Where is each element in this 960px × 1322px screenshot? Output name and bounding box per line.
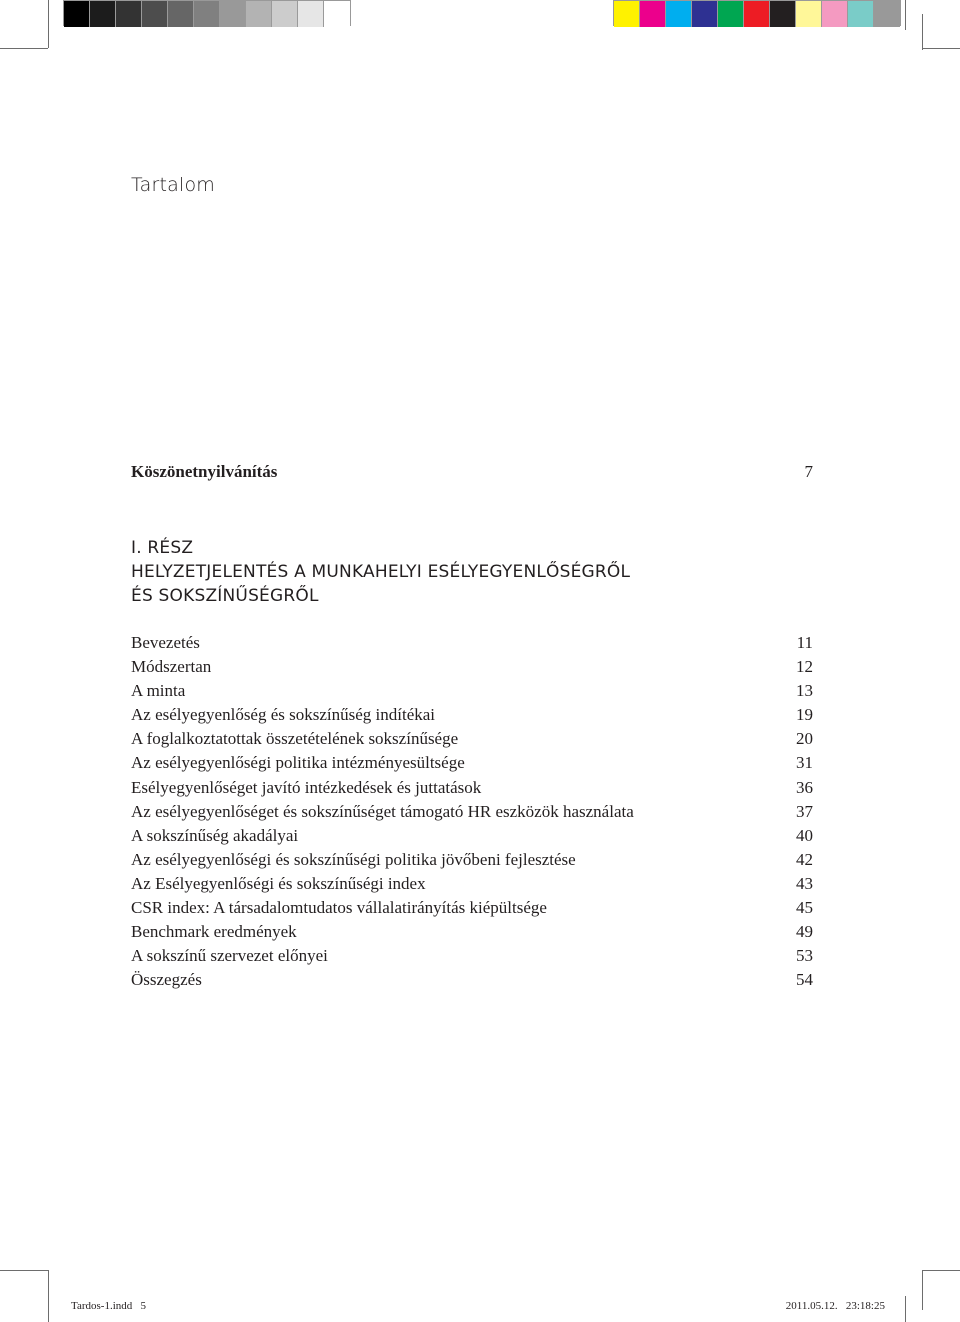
toc-entry-label: A minta [131,681,186,701]
color-swatch [298,1,324,27]
toc-entry [131,920,813,944]
part-number: I. RÉSZ [131,538,194,558]
color-swatch [666,1,692,27]
toc-entry-page: 11 [796,633,813,652]
color-swatch [168,1,194,27]
process-color-bar [613,0,901,26]
crop-mark-bottom-right-vertical [922,1270,923,1310]
toc-entry [131,848,813,872]
toc-entry [131,872,813,896]
color-swatch [246,1,272,27]
toc-entry-page: 19 [796,705,813,725]
crop-mark-bottom-left-vertical [48,1270,49,1322]
toc-entry-label: Összegzés [131,970,202,990]
page-title: Tartalom [131,174,216,196]
crop-mark-top-left-vertical [48,0,49,48]
toc-entry-page: 54 [796,970,813,990]
grayscale-color-bar [63,0,351,26]
color-swatch [692,1,718,27]
table-of-contents [131,631,813,992]
crop-mark-bottom-left-horizontal [0,1270,48,1271]
color-swatch [874,1,900,27]
toc-entry-page: 43 [796,873,813,893]
crop-mark-top-right-vertical-2 [922,14,923,50]
color-swatch [848,1,874,27]
toc-entry-label: Az esélyegyenlőség és sokszínűség indítékai [131,705,436,725]
toc-entry-label: Az esélyegyenlőségi és sokszínűségi politika jövőbeni fejlesztése [131,849,576,869]
toc-entry [131,800,813,824]
color-swatch [640,1,666,27]
toc-entry-page: 31 [796,753,813,773]
color-swatch [90,1,116,27]
crop-mark-top-left-horizontal [0,48,48,49]
toc-entry-page: 45 [796,898,813,918]
toc-entry [131,776,813,800]
toc-entry-label: Esélyegyenlőséget javító intézkedések és juttatások [131,777,482,797]
crop-mark-bottom-right-vertical-2 [905,1296,906,1322]
toc-entry-label: CSR index: A társadalomtudatos vállalatirányítás kiépültsége [131,898,547,918]
color-swatch [744,1,770,27]
color-swatch [324,1,350,27]
color-swatch [796,1,822,27]
toc-entry-label: A sokszínű szervezet előnyei [131,946,328,966]
part-heading [131,536,630,608]
color-swatch [614,1,640,27]
toc-acknowledgement-entry [131,462,813,482]
toc-entry-page: 49 [796,922,813,942]
toc-entry-page: 13 [796,681,813,701]
toc-entry-label: Az Esélyegyenlőségi és sokszínűségi index [131,873,426,893]
toc-entry-label: Az esélyegyenlőséget és sokszínűséget támogató HR eszközök használata [131,801,634,821]
color-swatch [64,1,90,27]
toc-entry-label: Köszönetnyilvánítás [131,462,278,481]
toc-entry [131,751,813,775]
toc-entry [131,944,813,968]
toc-entry [131,655,813,679]
part-title-line-1: HELYZETJELENTÉS A MUNKAHELYI ESÉLYEGYENLŐSÉGRŐL [131,562,631,582]
color-swatch [142,1,168,27]
color-swatch [718,1,744,27]
toc-entry [131,679,813,703]
toc-entry-page: 53 [796,946,813,966]
toc-entry-page: 20 [796,729,813,749]
toc-entry-label: A sokszínűség akadályai [131,825,299,845]
toc-entry [131,727,813,751]
color-swatch [220,1,246,27]
color-swatch [272,1,298,27]
toc-entry-label: Bevezetés [131,633,200,652]
footer-file-slug: Tardos-1.indd 5 [71,1300,146,1312]
toc-entry [131,703,813,727]
toc-entry-page: 42 [796,849,813,869]
toc-entry [131,896,813,920]
crop-mark-top-right-horizontal [922,48,960,49]
color-swatch [116,1,142,27]
crop-mark-top-right-vertical [905,0,906,30]
toc-entry-page: 12 [796,657,813,677]
toc-entry-label: Benchmark eredmények [131,922,297,942]
toc-entry-page: 37 [796,801,813,821]
color-swatch [822,1,848,27]
toc-entry-page: 7 [804,462,813,481]
toc-entry [131,968,813,992]
part-title-line-2: ÉS SOKSZÍNŰSÉGRŐL [131,586,319,606]
color-swatch [194,1,220,27]
color-swatch [770,1,796,27]
toc-entry [131,824,813,848]
toc-entry-label: Az esélyegyenlőségi politika intézményesültsége [131,753,465,773]
toc-entry-label: Módszertan [131,657,212,677]
crop-mark-bottom-right-horizontal [922,1270,960,1271]
footer-timestamp: 2011.05.12. 23:18:25 [785,1300,885,1312]
toc-entry [131,631,813,655]
toc-entry-page: 36 [796,777,813,797]
toc-entry-label: A foglalkoztatottak összetételének sokszínűsége [131,729,459,749]
toc-entry-page: 40 [796,825,813,845]
